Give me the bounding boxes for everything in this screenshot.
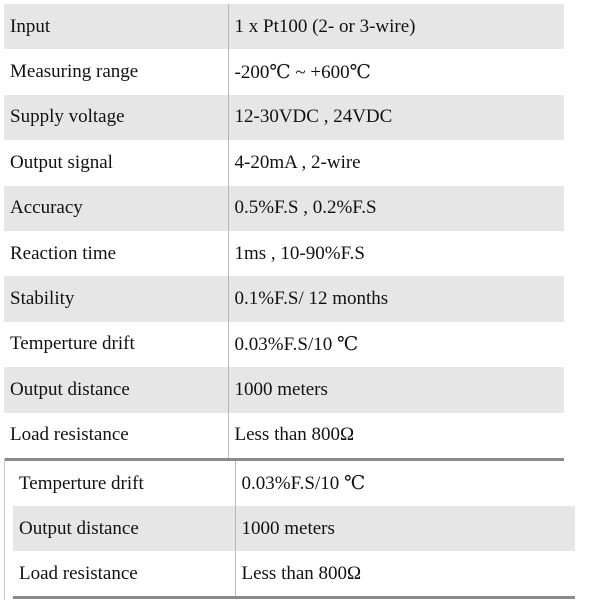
row-value: -200℃ ~ +600℃ [228, 49, 564, 94]
row-label: Measuring range [4, 49, 228, 94]
table-row-temperture-drift [13, 461, 575, 506]
table-row-temperture-drift [4, 322, 564, 367]
table-row-output-distance [4, 367, 564, 412]
row-label: Input [4, 4, 228, 49]
table-row-output-distance [13, 506, 575, 551]
row-label: Stability [4, 276, 228, 321]
row-label: Output distance [13, 506, 235, 551]
row-label: Output distance [4, 367, 228, 412]
table-row-output-signal [4, 140, 564, 185]
table-row-measuring-range [4, 49, 564, 94]
row-label: Output signal [4, 140, 228, 185]
table-row-supply-voltage [4, 95, 564, 140]
table-row-input [4, 4, 564, 49]
row-value: 1000 meters [228, 367, 564, 412]
row-label: Load resistance [4, 413, 228, 460]
table-row-reaction-time [4, 231, 564, 276]
row-value: 0.5%F.S , 0.2%F.S [228, 186, 564, 231]
row-label: Supply voltage [4, 95, 228, 140]
row-label: Reaction time [4, 231, 228, 276]
row-label: Load resistance [13, 551, 235, 598]
row-value: 12-30VDC , 24VDC [228, 95, 564, 140]
table-row-stability [4, 276, 564, 321]
row-value: 4-20mA , 2-wire [228, 140, 564, 185]
row-value: Less than 800Ω [228, 413, 564, 460]
table-row-accuracy [4, 186, 564, 231]
row-value: 1 x Pt100 (2- or 3-wire) [228, 4, 564, 49]
row-label: Accuracy [4, 186, 228, 231]
table-row-load-resistance [13, 551, 575, 598]
row-value: 1000 meters [235, 506, 575, 551]
divider [4, 458, 5, 600]
spec-table-secondary [13, 461, 575, 599]
row-label: Temperture drift [4, 322, 228, 367]
table-row-load-resistance [4, 413, 564, 460]
row-label: Temperture drift [13, 461, 235, 506]
row-value: 0.03%F.S/10 ℃ [228, 322, 564, 367]
row-value: 1ms , 10-90%F.S [228, 231, 564, 276]
row-value: 0.03%F.S/10 ℃ [235, 461, 575, 506]
spec-table-main [4, 4, 564, 461]
row-value: Less than 800Ω [235, 551, 575, 598]
row-value: 0.1%F.S/ 12 months [228, 276, 564, 321]
